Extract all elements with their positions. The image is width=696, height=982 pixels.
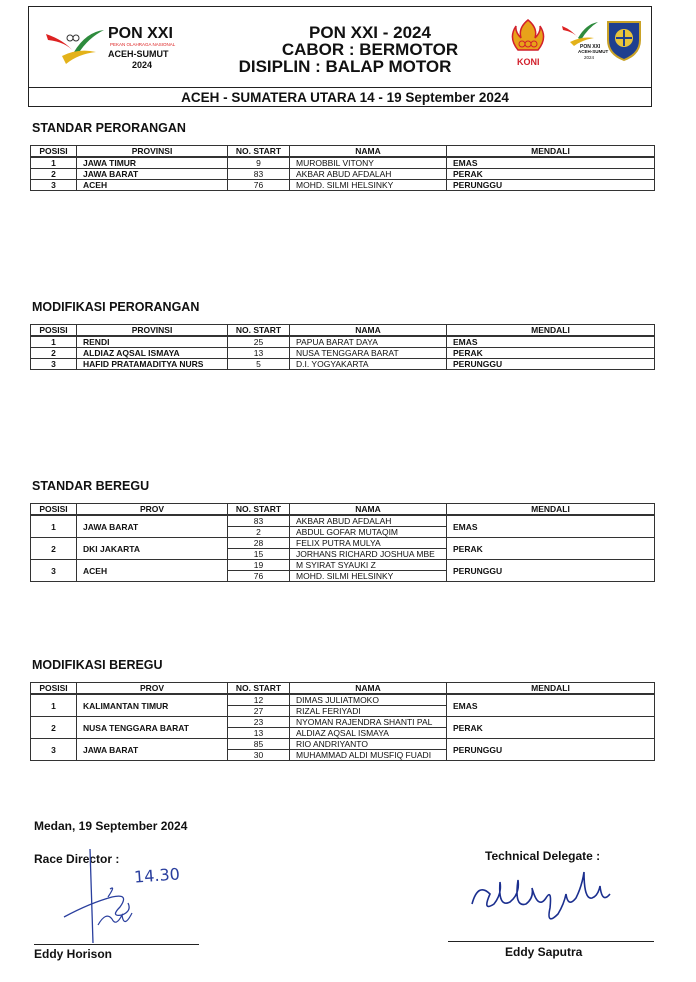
prov-cell: JAWA BARAT xyxy=(77,739,228,761)
mendali-cell: PERAK xyxy=(447,717,655,739)
no-start-cell: 76 xyxy=(228,180,290,191)
mendali-cell: PERUNGGU xyxy=(447,560,655,582)
col-nama: NAMA xyxy=(290,146,447,157)
nama-cell: AKBAR ABUD AFDALAH xyxy=(290,169,447,180)
mendali-cell: PERUNGGU xyxy=(447,180,655,191)
mendali-cell: PERUNGGU xyxy=(447,739,655,761)
table-header-row xyxy=(31,683,655,694)
nama-cell: AKBAR ABUD AFDALAH xyxy=(290,516,447,527)
location-dates: ACEH - SUMATERA UTARA 14 - 19 September 2024 xyxy=(181,90,509,105)
table-header-row xyxy=(31,325,655,336)
no-start-cell: 28 xyxy=(228,538,290,549)
mendali-cell: PERUNGGU xyxy=(447,359,655,370)
race-director-label: Race Director : xyxy=(34,852,120,866)
table-row xyxy=(31,538,655,549)
mendali-cell: EMAS xyxy=(447,695,655,717)
col-prov: PROV xyxy=(77,504,228,515)
nama-cell: NUSA TENGGARA BARAT xyxy=(290,348,447,359)
nama-cell: MUHAMMAD ALDI MUSFIQ FUADI xyxy=(290,750,447,761)
cabor-title: CABOR : BERMOTOR xyxy=(281,40,459,59)
col-no-start: NO. START xyxy=(228,325,290,336)
standar-beregu-table xyxy=(30,503,655,582)
modifikasi-beregu-table xyxy=(30,682,655,761)
race-director-signature-icon xyxy=(60,845,170,950)
technical-delegate-name: Eddy Saputra xyxy=(505,945,583,959)
mendali-cell: PERAK xyxy=(447,538,655,560)
no-start-cell: 23 xyxy=(228,717,290,728)
posisi-cell: 1 xyxy=(31,337,77,348)
technical-delegate-signature-line xyxy=(448,941,654,942)
technical-delegate-label: Technical Delegate : xyxy=(485,849,601,863)
pon-logo-year: 2024 xyxy=(132,60,153,70)
no-start-cell: 13 xyxy=(228,728,290,739)
posisi-cell: 2 xyxy=(31,348,77,359)
section-modifikasi-perorangan-title: MODIFIKASI PERORANGAN xyxy=(32,300,200,314)
table-row xyxy=(31,169,655,180)
no-start-cell: 19 xyxy=(228,560,290,571)
no-start-cell: 30 xyxy=(228,750,290,761)
posisi-cell: 3 xyxy=(31,560,77,582)
prov-cell: NUSA TENGGARA BARAT xyxy=(77,717,228,739)
mendali-cell: EMAS xyxy=(447,158,655,169)
table-row xyxy=(31,348,655,359)
table-row xyxy=(31,560,655,571)
nama-cell: ABDUL GOFAR MUTAQIM xyxy=(290,527,447,538)
col-posisi: POSISI xyxy=(31,683,77,694)
col-prov: PROV xyxy=(77,683,228,694)
posisi-cell: 3 xyxy=(31,739,77,761)
col-no-start: NO. START xyxy=(228,146,290,157)
table-row xyxy=(31,180,655,191)
nama-cell: MOHD. SILMI HELSINKY xyxy=(290,571,447,582)
nama-cell: FELIX PUTRA MULYA xyxy=(290,538,447,549)
col-mendali: MENDALI xyxy=(447,683,655,694)
no-start-cell: 13 xyxy=(228,348,290,359)
provinsi-cell: JAWA TIMUR xyxy=(77,158,228,169)
no-start-cell: 9 xyxy=(228,158,290,169)
col-no-start: NO. START xyxy=(228,683,290,694)
table-header-row xyxy=(31,146,655,157)
standar-perorangan-table xyxy=(30,145,655,191)
race-director-name: Eddy Horison xyxy=(34,947,113,961)
provinsi-cell: ACEH xyxy=(77,180,228,191)
posisi-cell: 2 xyxy=(31,169,77,180)
nama-cell: JORHANS RICHARD JOSHUA MBE xyxy=(290,549,447,560)
col-posisi: POSISI xyxy=(31,325,77,336)
col-posisi: POSISI xyxy=(31,504,77,515)
prov-cell: KALIMANTAN TIMUR xyxy=(77,695,228,717)
nama-cell: RIO ANDRIYANTO xyxy=(290,739,447,750)
no-start-cell: 85 xyxy=(228,739,290,750)
table-row xyxy=(31,695,655,706)
posisi-cell: 1 xyxy=(31,695,77,717)
no-start-cell: 12 xyxy=(228,695,290,706)
federation-shield-icon xyxy=(604,18,644,67)
no-start-cell: 25 xyxy=(228,337,290,348)
table-row xyxy=(31,739,655,750)
provinsi-cell: RENDI xyxy=(77,337,228,348)
col-nama: NAMA xyxy=(290,325,447,336)
col-mendali: MENDALI xyxy=(447,504,655,515)
no-start-cell: 83 xyxy=(228,516,290,527)
prov-cell: JAWA BARAT xyxy=(77,516,228,538)
provinsi-cell: ALDIAZ AQSAL ISMAYA xyxy=(77,348,228,359)
posisi-cell: 3 xyxy=(31,180,77,191)
table-row xyxy=(31,516,655,527)
nama-cell: RIZAL FERIYADI xyxy=(290,706,447,717)
posisi-cell: 2 xyxy=(31,538,77,560)
header-divider xyxy=(28,87,652,88)
mendali-cell: EMAS xyxy=(447,516,655,538)
nama-cell: ALDIAZ AQSAL ISMAYA xyxy=(290,728,447,739)
pon-mini-logo-year: 2024 xyxy=(584,55,595,60)
mendali-cell: PERAK xyxy=(447,169,655,180)
modifikasi-perorangan-table xyxy=(30,324,655,370)
no-start-cell: 5 xyxy=(228,359,290,370)
prov-cell: DKI JAKARTA xyxy=(77,538,228,560)
mendali-cell: EMAS xyxy=(447,337,655,348)
nama-cell: MOHD. SILMI HELSINKY xyxy=(290,180,447,191)
provinsi-cell: HAFID PRATAMADITYA NURS xyxy=(77,359,228,370)
document-title: PON XXI - 2024 xyxy=(309,23,431,42)
technical-delegate-signature-icon xyxy=(468,864,618,939)
race-director-signature-line xyxy=(34,944,199,945)
table-row xyxy=(31,158,655,169)
nama-cell: PAPUA BARAT DAYA xyxy=(290,337,447,348)
no-start-cell: 76 xyxy=(228,571,290,582)
nama-cell: D.I. YOGYAKARTA xyxy=(290,359,447,370)
race-director-note: 14.30 xyxy=(133,864,181,887)
place-date: Medan, 19 September 2024 xyxy=(34,819,188,833)
no-start-cell: 27 xyxy=(228,706,290,717)
prov-cell: ACEH xyxy=(77,560,228,582)
posisi-cell: 2 xyxy=(31,717,77,739)
col-provinsi: PROVINSI xyxy=(77,146,228,157)
col-mendali: MENDALI xyxy=(447,325,655,336)
pon-logo-title: PON XXI xyxy=(108,25,173,42)
table-row xyxy=(31,359,655,370)
posisi-cell: 1 xyxy=(31,516,77,538)
no-start-cell: 15 xyxy=(228,549,290,560)
no-start-cell: 83 xyxy=(228,169,290,180)
nama-cell: MUROBBIL VITONY xyxy=(290,158,447,169)
pon-logo-icon xyxy=(44,26,106,73)
nama-cell: DIMAS JULIATMOKO xyxy=(290,695,447,706)
koni-logo-label: KONI xyxy=(517,57,540,67)
pon-logo-city: ACEH-SUMUT xyxy=(108,49,169,59)
col-posisi: POSISI xyxy=(31,146,77,157)
table-row xyxy=(31,337,655,348)
col-provinsi: PROVINSI xyxy=(77,325,228,336)
col-mendali: MENDALI xyxy=(447,146,655,157)
mendali-cell: PERAK xyxy=(447,348,655,359)
col-nama: NAMA xyxy=(290,504,447,515)
section-standar-perorangan-title: STANDAR PERORANGAN xyxy=(32,121,186,135)
posisi-cell: 1 xyxy=(31,158,77,169)
no-start-cell: 2 xyxy=(228,527,290,538)
nama-cell: NYOMAN RAJENDRA SHANTI PAL xyxy=(290,717,447,728)
pon-mini-logo-title: PON XXI xyxy=(580,44,601,50)
table-header-row xyxy=(31,504,655,515)
posisi-cell: 3 xyxy=(31,359,77,370)
pon-logo-subtitle: PEKAN OLAHRAGA NASIONAL xyxy=(110,42,176,47)
pon-mini-logo-city: ACEH-SUMUT xyxy=(578,49,609,54)
table-row xyxy=(31,717,655,728)
section-modifikasi-beregu-title: MODIFIKASI BEREGU xyxy=(32,658,163,672)
section-standar-beregu-title: STANDAR BEREGU xyxy=(32,479,150,493)
disiplin-title: DISIPLIN : BALAP MOTOR xyxy=(238,57,452,76)
provinsi-cell: JAWA BARAT xyxy=(77,169,228,180)
col-no-start: NO. START xyxy=(228,504,290,515)
nama-cell: M SYIRAT SYAUKI Z xyxy=(290,560,447,571)
col-nama: NAMA xyxy=(290,683,447,694)
